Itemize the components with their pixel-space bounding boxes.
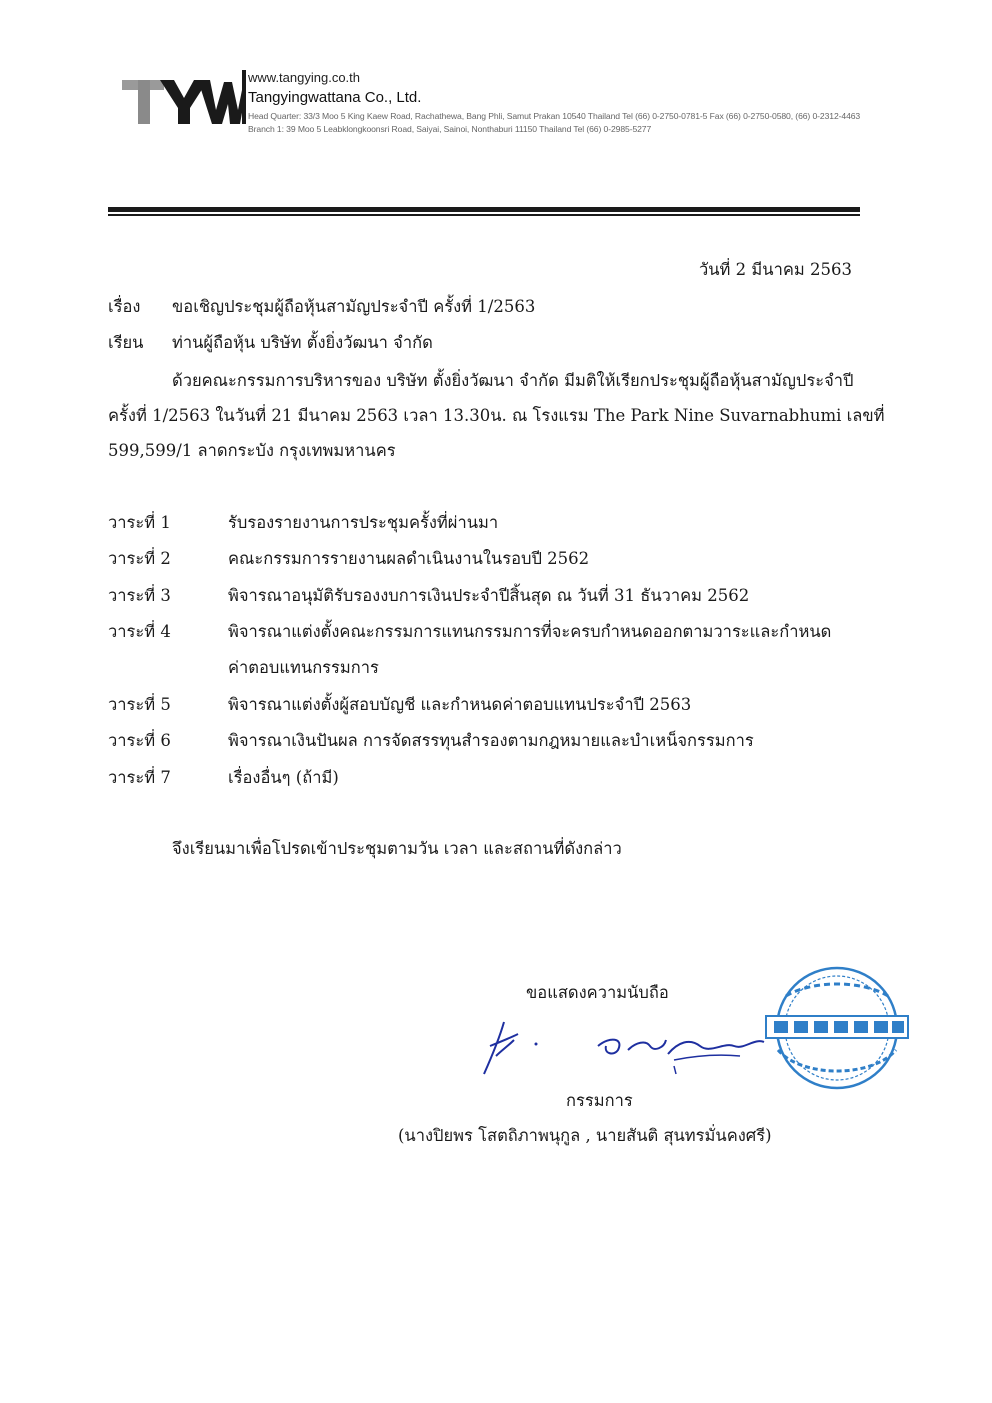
company-website: www.tangying.co.th <box>248 70 361 85</box>
to-label: เรียน <box>108 333 144 352</box>
agenda-item: พิจารณาเงินปันผล การจัดสรรทุนสำรองตามกฎหมายและบำเหน็จกรรมการ <box>228 731 754 750</box>
agenda-number: วาระที่ 7 <box>108 768 171 787</box>
company-logo <box>118 70 246 132</box>
agenda-item: รับรองรายงานการประชุมครั้งที่ผ่านมา <box>228 513 499 532</box>
handwritten-signatures <box>478 1016 768 1082</box>
subject-text: ขอเชิญประชุมผู้ถือหุ้นสามัญประจำปี ครั้งที่ 1/2563 <box>172 297 536 316</box>
company-seal-stamp <box>752 966 922 1092</box>
closing-text: จึงเรียนมาเพื่อโปรดเข้าประชุมตามวัน เวลา และสถานที่ดังกล่าว <box>172 839 622 858</box>
agenda-item-continued: ค่าตอบแทนกรรมการ <box>228 658 379 677</box>
body-line-2: ครั้งที่ 1/2563 ในวันที่ 21 มีนาคม 2563 เวลา 13.30น. ณ โรงแรม The Park Nine Suvarnabhumi เลขที่ <box>108 406 885 425</box>
agenda-item: พิจารณาแต่งตั้งคณะกรรมการแทนกรรมการที่จะครบกำหนดออกตามวาระและกำหนด <box>228 622 832 641</box>
agenda-number: วาระที่ 5 <box>108 695 171 714</box>
agenda-item: เรื่องอื่นๆ (ถ้ามี) <box>228 768 339 787</box>
letter-date: วันที่ 2 มีนาคม 2563 <box>699 260 852 279</box>
regards-text: ขอแสดงความนับถือ <box>526 983 669 1002</box>
agenda-number: วาระที่ 2 <box>108 549 171 568</box>
subject-label: เรื่อง <box>108 297 141 316</box>
agenda-number: วาระที่ 3 <box>108 586 171 605</box>
body-line-3: 599,599/1 ลาดกระบัง กรุงเทพมหานคร <box>108 441 396 460</box>
branch-address: Branch 1: 39 Moo 5 Leabklongkoonsri Road, Saiyai, Sainoi, Nonthaburi 11150 Thailand Tel (66) 0-2985-5277 <box>248 124 652 134</box>
company-name: Tangyingwattana Co., Ltd. <box>248 89 422 106</box>
head-quarter-address: Head Quarter: 33/3 Moo 5 King Kaew Road, Rachathewa, Bang Phli, Samut Prakan 10540 Thailand Tel (66) 0-2750-0781-5 Fax (66) 0-2750-0580, (66) 0-2312-4463 <box>248 111 861 121</box>
signer-names: (นางปิยพร โสตถิภาพนุกูล , นายสันติ สุนทรมั่นคงศรี) <box>398 1126 772 1145</box>
agenda-item: พิจารณาอนุมัติรับรองงบการเงินประจำปีสิ้นสุด ณ วันที่ 31 ธันวาคม 2562 <box>228 586 750 605</box>
header-divider-thick <box>108 207 860 212</box>
to-text: ท่านผู้ถือหุ้น บริษัท ตั้งยิ่งวัฒนา จำกัด <box>172 333 433 352</box>
signer-title: กรรมการ <box>566 1091 633 1110</box>
agenda-item: พิจารณาแต่งตั้งผู้สอบบัญชี และกำหนดค่าตอบแทนประจำปี 2563 <box>228 695 692 714</box>
agenda-item: คณะกรรมการรายงานผลดำเนินงานในรอบปี 2562 <box>228 549 590 568</box>
agenda-number: วาระที่ 4 <box>108 622 171 641</box>
header-divider-thin <box>108 214 860 216</box>
agenda-number: วาระที่ 1 <box>108 513 171 532</box>
agenda-number: วาระที่ 6 <box>108 731 171 750</box>
body-line-1: ด้วยคณะกรรมการบริหารของ บริษัท ตั้งยิ่งวัฒนา จำกัด มีมติให้เรียกประชุมผู้ถือหุ้นสามัญประจำปี <box>172 371 854 390</box>
